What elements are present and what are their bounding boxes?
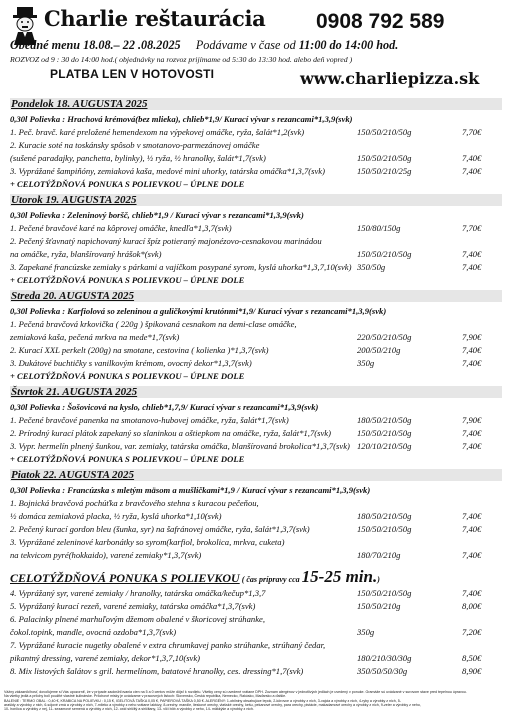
footer-line: Na všetky jedlá a prílohy boli použité vlastné kulinárske. Prílohové misky je uvádzame v pracovných listoch: Slovensko, Česká republika, Nemecko, Rakúsko, Maďarsko a ďalšie. xyxy=(4,694,287,699)
dish-price: 7,40€ xyxy=(462,166,482,176)
dish-price: 7,40€ xyxy=(462,511,482,521)
dish-price: 7,40€ xyxy=(462,249,482,259)
day-heading: Streda 20. AUGUSTA 2025 xyxy=(10,290,502,302)
dish-text: + CELOTÝŽDŇOVÁ PONUKA S POLIEVKOU – ÚPLNE DOLE xyxy=(10,275,245,285)
day-heading: Piatok 22. AUGUSTA 2025 xyxy=(10,469,502,481)
dish-weight: 200/50/210g xyxy=(357,345,401,355)
menu-row xyxy=(10,248,502,261)
dish-price: 7,40€ xyxy=(462,428,482,438)
serving-hours: 11:00 do 14:00 hod. xyxy=(298,38,399,52)
dish-price: 8,00€ xyxy=(462,601,482,611)
menu-dates-line xyxy=(10,38,398,53)
menu-row xyxy=(10,305,502,318)
dish-price: 7,40€ xyxy=(462,358,482,368)
dish-price: 7,40€ xyxy=(462,345,482,355)
dish-price: 7,90€ xyxy=(462,415,482,425)
weekly-offer-heading xyxy=(10,567,502,587)
dish-text: 1. Bojnická bravčová pochúťka z bravčového stehna s kuracou pečeňou, xyxy=(10,498,259,508)
menu-row xyxy=(10,453,502,466)
dish-weight: 350/50g xyxy=(357,262,386,272)
dish-weight: 350/50/50/30g xyxy=(357,666,408,676)
serving-hours-label: Podávame v čase od xyxy=(195,38,299,52)
day-section xyxy=(10,386,502,469)
dish-weight: 150/50/210/50g xyxy=(357,428,412,438)
dish-text: čokol.topink, mandle, ovocná ozdoba*1,3,7(svk) xyxy=(10,627,177,637)
menu-row xyxy=(10,113,502,126)
footer-line: arašidy a výrobky z nich, 6-sójové zrná a výrobky z nich, 7-mlieko a výrobky z neho vrátane laktózy, 8-orechy: mandle, lieskové orechy, vlašské orechy, kešu, pekanové orechy, para orechy, pistácie, makadamové orechy a výrobky z nich, 9-zeler a výrobky z neho, xyxy=(4,702,421,707)
weekly-offer-close: ) xyxy=(377,575,380,584)
dish-text: (sušené paradajky, panchetta, bylinky), ½ ryža, ½ hranolky, šalát*1,7(svk) xyxy=(10,153,266,163)
menu-row xyxy=(10,652,502,665)
menu-row xyxy=(10,370,502,383)
dish-price: 8,50€ xyxy=(462,653,482,663)
day-heading: Pondelok 18. AUGUSTA 2025 xyxy=(10,98,502,110)
day-section xyxy=(10,194,502,290)
restaurant-name: Charlie reštaurácia xyxy=(44,6,266,31)
dish-price: 7,40€ xyxy=(462,524,482,534)
menu-row xyxy=(10,665,502,678)
menu-row xyxy=(10,549,502,562)
dish-text: + CELOTÝŽDŇOVÁ PONUKA S POLIEVKOU – ÚPLNE DOLE xyxy=(10,454,245,464)
dish-text: 3. Vyprážané šampiňóny, zemiaková kaša, medové mini uhorky, tatárska omáčka*1,3,7(svk) xyxy=(10,166,325,176)
menu-row xyxy=(10,523,502,536)
dish-weight: 350g xyxy=(357,627,375,637)
menu-row xyxy=(10,440,502,453)
dish-weight: 150/50/210/50g xyxy=(357,127,412,137)
dish-price: 7,40€ xyxy=(462,153,482,163)
dish-text: 3. Dukátové buchtičky s vanilkovým krémom, ovocný dekor*1,3,7(svk) xyxy=(10,358,252,368)
menu-row xyxy=(10,126,502,139)
day-heading: Utorok 19. AUGUSTA 2025 xyxy=(10,194,502,206)
dish-text: 0,30l Polievka : Karfiolová so zeleninou a guličkovými krutónmi*1,9/ Kurací vývar s rezancami*1,3,9(svk) xyxy=(10,306,387,316)
menu-week: Obedné menu 18.08.– 22 .08.2025 xyxy=(10,38,181,52)
weekly-offer-prep-label: ( čas prípravy cca xyxy=(239,575,302,584)
menu-row xyxy=(10,344,502,357)
dish-weight: 220/50/210/50g xyxy=(357,332,412,342)
dish-text: 1. Peč. bravč. karé preložené hemendexom na výpekovej omáčke, ryža, šalát*1,2(svk) xyxy=(10,127,305,137)
dish-weight: 180/210/30/30g xyxy=(357,653,412,663)
delivery-info: ROZVOZ od 9 : 30 do 14:00 hod.( objednávky na rozvoz prijímame od 5:30 do 13:30 hod. alebo deň vopred ) xyxy=(10,55,353,64)
dish-weight: 120/10/210/50g xyxy=(357,441,412,451)
menu-row xyxy=(10,626,502,639)
dish-price: 7,70€ xyxy=(462,127,482,137)
dish-text: 3. Vypr. hermelín plnený šunkou, var. zemiaky, tatárska omáčka, blanšírovaná brokolica*1,3,7(svk) xyxy=(10,441,350,451)
dish-text: na omáčke, ryža, blanšírovaný hrášok*(svk) xyxy=(10,249,162,259)
website-link[interactable]: www.charliepizza.sk xyxy=(300,69,480,88)
dish-text: zemiaková kaša, pečená mrkva na mede*1,7(svk) xyxy=(10,332,180,342)
dish-text: 2. Kuracie soté na toskánsky spôsob v smotanovo-parmezánovej omáčke xyxy=(10,140,260,150)
dish-text: na tekvicom pyré(hokkaido), varené zemiaky*1,3,7(svk) xyxy=(10,550,202,560)
dish-text: 0,30l Polievka : Šošovicová na kyslo, chlieb*1,7,9/ Kurací vývar s rezancami*1,3,9(svk) xyxy=(10,402,319,412)
dish-price: 8,90€ xyxy=(462,666,482,676)
dish-price: 7,40€ xyxy=(462,588,482,598)
dish-price: 7,40€ xyxy=(462,550,482,560)
dish-weight: 150/50/210/50g xyxy=(357,524,412,534)
dish-text: pikantný dressing, varené zemiaky, dekor*1,3,7,10(svk) xyxy=(10,653,201,663)
dish-text: 7. Vyprážané kuracie nugetky obalené v extra chrumkavej panko strúhanke, strúhaný čedar, xyxy=(10,640,326,650)
dish-weight: 150/50/210/50g xyxy=(357,249,412,259)
dish-text: 4. Vyprážaný syr, varené zemiaky / hranolky, tatárska omáčka/kečup*1,3,7 xyxy=(10,588,266,598)
dish-text: 0,30l Polievka : Hrachová krémová(bez mlieka), chlieb*1,9/ Kurací vývar s rezancami*1,3,9(svk) xyxy=(10,114,353,124)
menu-row xyxy=(10,497,502,510)
day-section xyxy=(10,290,502,386)
menu-row xyxy=(10,152,502,165)
menu-row xyxy=(10,639,502,652)
day-section xyxy=(10,469,502,565)
dish-weight: 150/80/150g xyxy=(357,223,401,233)
dish-text: 6. Palacinky plnené marhuľovým džemom obalené v škoricovej strúhanke, xyxy=(10,614,265,624)
menu-row xyxy=(10,318,502,331)
cash-only-notice: PLATBA LEN V HOTOVOSTI xyxy=(50,67,215,81)
dish-text: 1. Pečené bravčové panenka na smotanovo-hubovej omáčke, ryža, šalát*1,7(svk) xyxy=(10,415,289,425)
menu-row xyxy=(10,357,502,370)
menu-row xyxy=(10,331,502,344)
dish-text: 5. Vyprážaný kurací rezeň, varené zemiaky, tatárska omáčka*1,3,7(svk) xyxy=(10,601,256,611)
footer-notes xyxy=(4,690,505,711)
menu-row xyxy=(10,613,502,626)
menu-row xyxy=(10,600,502,613)
dish-weight: 150/50/210g xyxy=(357,601,401,611)
dish-price: 7,20€ xyxy=(462,627,482,637)
day-heading: Štvrtok 21. AUGUSTA 2025 xyxy=(10,386,502,398)
footer-line: Vážny zákazník/hosť, dovoľujeme si Vás upozorniť, že v prípade zaokrúhľovania cien na 5 a 0 centov môže dôjsť k rozdielu. Všetky ceny sú uvedené vrátane DPH. Zoznam alergénov v jednotlivých jedlách je uvedený v ponuke. Gramáže sú uvádzané v surovom stave pred tepelnou úpravou. xyxy=(4,690,467,694)
menu-row xyxy=(10,536,502,549)
menu-row xyxy=(10,274,502,287)
dish-text: 3. Vyprážané zeleninové karbonátky so syrom(karfiol, brokolica, mrkva, cuketa) xyxy=(10,537,285,547)
dish-text: 2. Pečený šťavnatý napichovaný kurací špíz potieraný majonézovo-cesnakovou marinádou xyxy=(10,236,322,246)
weekly-offer-title: CELOTÝŽDŇOVÁ PONUKA S POLIEVKOU xyxy=(10,571,240,585)
menu-row xyxy=(10,222,502,235)
menu-row xyxy=(10,414,502,427)
footer-line: 10- horčica a výrobky z nej, 11- sezamové semená a výrobky z nich, 12- oxid siričitý a siričitany, 13- vlčí bôb a výrobky z neho, 14- mäkkýše a výrobky z nich. xyxy=(4,707,254,712)
dish-weight: 180/70/210g xyxy=(357,550,401,560)
dish-text: ½ domáca zemiaková placka, ½ ryža, kyslá uhorka*1,10(svk) xyxy=(10,511,222,521)
dish-text: + CELOTÝŽDŇOVÁ PONUKA S POLIEVKOU – ÚPLNE DOLE xyxy=(10,179,245,189)
dish-text: 3. Zapekané francúzske zemiaky s párkami a vajíčkom posypané syrom, kyslá uhorka*1,3,7,10(svk) xyxy=(10,262,352,272)
menu-row xyxy=(10,178,502,191)
menu-row xyxy=(10,587,502,600)
phone-number[interactable]: 0908 792 589 xyxy=(316,10,445,33)
menu-row xyxy=(10,401,502,414)
dish-text: 2. Kurací XXL perkelt (200g) na smotane, cestovina ( kolienka )*1,3,7(svk) xyxy=(10,345,269,355)
menu-row xyxy=(10,510,502,523)
menu-row xyxy=(10,427,502,440)
menu-row xyxy=(10,209,502,222)
footer-line: BALENIE : TERMO OBAL : 0,40 €, KRABICA NA POLIEVKU : 0,15 €, IGELITOVÁ TAŠKA 0,05 €, PAPIEROVÁ TAŠKA 0,50 €. ALERGÉNY: 1-obilniny obsahujúce lepok, 2-kôrovce a výrobky z nich, 3-vajcia a výrobky z nich, 4-ryby a výrobky z nich, 5- xyxy=(4,698,401,703)
menu-row xyxy=(10,165,502,178)
dish-text: 2. Prírodný kurací plátok zapekaný so slaninkou a oštiepkom na omáčke, ryža, šalát*1,7(svk) xyxy=(10,428,331,438)
day-section xyxy=(10,98,502,194)
dish-weight: 180/50/210/50g xyxy=(357,415,412,425)
dish-price: 7,70€ xyxy=(462,223,482,233)
dish-price: 7,40€ xyxy=(462,441,482,451)
menu-row xyxy=(10,139,502,152)
dish-text: + CELOTÝŽDŇOVÁ PONUKA S POLIEVKOU – ÚPLNE DOLE xyxy=(10,371,245,381)
dish-price: 7,40€ xyxy=(462,262,482,272)
dish-text: 0,30l Polievka : Zeleninový boršč, chlieb*1,9 / Kurací vývar s rezancami*1,3,9(svk) xyxy=(10,210,304,220)
weekly-offer-prep-time: 15-25 min. xyxy=(301,567,378,586)
dish-weight: 180/50/210/50g xyxy=(357,511,412,521)
spacer xyxy=(10,562,502,565)
dish-text: 0,30l Polievka : Francúzska s mletým mäsom a mušličkami*1,9 / Kurací vývar s rezancami*1,3,9(svk) xyxy=(10,485,371,495)
dish-weight: 150/50/210/50g xyxy=(357,588,412,598)
dish-text: 1. Pečená bravčová krkovička ( 220g ) špikovaná cesnakom na demi-clase omáčke, xyxy=(10,319,297,329)
dish-price: 7,90€ xyxy=(462,332,482,342)
menu-body xyxy=(10,98,502,678)
dish-weight: 150/50/210/25g xyxy=(357,166,412,176)
dish-weight: 350g xyxy=(357,358,375,368)
dish-weight: 150/50/210/50g xyxy=(357,153,412,163)
menu-row xyxy=(10,484,502,497)
dish-text: 2. Pečený kurací gordon bleu (šunka, syr) na šafránovej omáčke, ryža, šalát*1,3,7(svk) xyxy=(10,524,310,534)
menu-row xyxy=(10,261,502,274)
dish-text: 1. Pečené bravčové karé na kôprovej omáčke, knedľa*1,3,7(svk) xyxy=(10,223,232,233)
menu-row xyxy=(10,235,502,248)
dish-text: 8. Mix listových šalátov s gril. hermelínom, batatové hranolky, ces. dressing*1,7(svk) xyxy=(10,666,304,676)
